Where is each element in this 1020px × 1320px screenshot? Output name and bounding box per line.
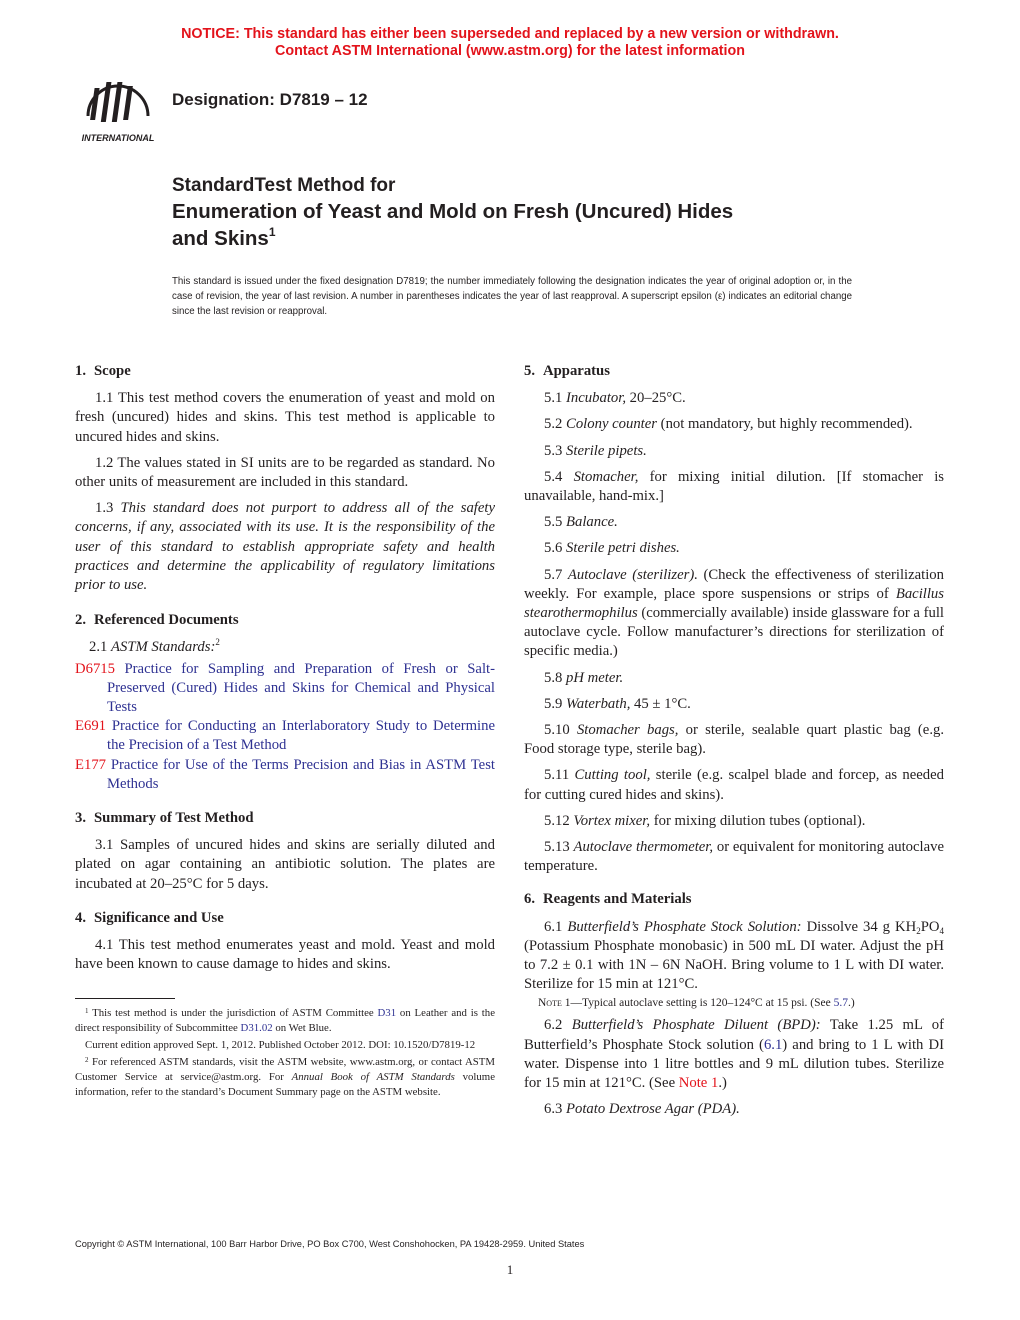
reference-e177[interactable]	[75, 756, 495, 794]
item-name: pH meter.	[566, 669, 624, 686]
paragraph-3-1: 3.1 Samples of uncured hides and skins are serially diluted and plated on agar containing an antibiotic solution. The plates are incubated at 20–25°C for 5 days.	[75, 837, 495, 892]
item-text: (Check the effectiveness of sterilization weekly. For example, place spore suspensions or strips of	[524, 566, 944, 602]
footnote-text: This test method is under the jurisdiction of ASTM Committee	[88, 1007, 378, 1019]
item-5-4	[524, 468, 944, 506]
footnote-mark: 1	[85, 1007, 89, 1015]
right-column	[524, 362, 944, 1127]
paragraph-text: Take 1.25 mL of Butterfield’s Phosphate Stock solution (	[524, 1017, 944, 1053]
section-title: Scope	[94, 363, 131, 379]
item-text: 20–25°C.	[626, 390, 686, 407]
notice-line-1: NOTICE: This standard has either been superseded and replaced by a new version or withdrawn.	[181, 26, 839, 42]
paragraph-number: 1.3	[95, 500, 121, 517]
organism-name: Bacillus stearothermophilus	[524, 585, 944, 622]
section-number: 2.	[75, 612, 87, 629]
item-5-9	[524, 695, 944, 714]
copyright: Copyright © ASTM International, 100 Barr Harbor Drive, PO Box C700, West Conshohocken, PA 19428-2959. United States	[75, 1239, 585, 1249]
section-heading-summary	[75, 809, 495, 828]
item-name: Autoclave (sterilizer).	[567, 566, 698, 583]
title-line-2: Enumeration of Yeast and Mold on Fresh (Uncured) Hides	[172, 200, 734, 223]
paragraph-number: 6.2	[544, 1017, 572, 1034]
section-heading-significance	[75, 909, 495, 928]
paragraph-1-3	[75, 499, 495, 595]
reference-title[interactable]: Practice for Sampling and Preparation of Fresh or Salt-Preserved (Cured) Hides and Skins for Chemical and Physical Tests	[107, 660, 495, 716]
section-number: 4.	[75, 909, 87, 926]
safety-statement: This standard does not purport to address all of the safety concerns, if any, associated with its use. It is the responsibility of the user of this standard to establish appropriate safety and health practices and determine the applicability of regulatory limitations prior to use.	[75, 500, 496, 594]
section-heading-scope	[75, 362, 495, 381]
item-name: Cutting tool,	[574, 767, 651, 784]
title-line-3	[172, 225, 872, 252]
subscript: 4	[939, 925, 944, 936]
title-footnote-mark: 1	[268, 225, 276, 239]
section-number: 5.	[524, 363, 536, 379]
paragraph-1-1: 1.1 This test method covers the enumeration of yeast and mold on fresh (uncured) hides and skins. This test method is applicable to uncured hides and skins.	[75, 390, 495, 445]
note-link[interactable]: 5.7	[833, 997, 848, 1010]
footnote-text: For referenced ASTM standards, visit the ASTM website, www.astm.org, or contact ASTM Customer Service at service@astm.org. For	[75, 1056, 495, 1083]
item-text: or sterile, sealable quart plastic bag (e.g. Food storage type, sterile bag).	[524, 722, 945, 758]
reference-title[interactable]: Practice for Use of the Terms Precision and Bias in ASTM Test Methods	[106, 756, 495, 792]
reagent-name: Butterfield’s Phosphate Diluent (BPD):	[571, 1017, 821, 1034]
paragraph-1-2: 1.2 The values stated in SI units are to be regarded as standard. No other units of measurement are included in this standard.	[75, 454, 495, 491]
footnote-text: volume information, refer to the standard’s Document Summary page on the ASTM website.	[75, 1071, 495, 1098]
item-number: 5.8	[544, 669, 567, 686]
item-5-13	[524, 838, 944, 876]
footnote-text: on Leather and is the direct responsibility of Subcommittee	[75, 1007, 495, 1034]
page-number: 1	[506, 1262, 514, 1277]
item-text: or equivalent for monitoring autoclave temperature.	[524, 839, 944, 875]
reference-code[interactable]: E177	[75, 756, 107, 773]
subcommittee-link[interactable]: D31.02	[240, 1022, 273, 1034]
preamble: This standard is issued under the fixed designation D7819; the number immediately following the designation indicates the year of original adoption or, in the case of revision, the year of last revision. A number in parentheses indicates the year of last reapproval. A superscript epsilon (ε) indicates an editorial change since the last revision or reapproval.	[172, 276, 852, 317]
item-text: sterile (e.g. scalpel blade and forcep, as needed for cutting cured hides and skins).	[524, 767, 944, 803]
note-text: .)	[848, 997, 855, 1010]
astm-standards-label: ASTM Standards:	[111, 639, 216, 656]
item-number: 5.6	[544, 540, 567, 557]
astm-logo	[74, 78, 162, 144]
paragraph-6-2	[524, 1016, 944, 1093]
footnotes	[75, 1006, 495, 1102]
item-number: 5.5	[544, 514, 567, 531]
section-number: 6.	[524, 891, 536, 908]
paragraph-number: 6.1	[544, 918, 568, 935]
reference-code[interactable]: E691	[75, 718, 107, 735]
section-title: Referenced Documents	[94, 612, 239, 629]
footnote-italic: Annual Book of ASTM Standards	[291, 1071, 455, 1083]
item-name: Balance.	[566, 514, 618, 531]
item-number: 5.1	[544, 390, 567, 407]
item-5-3	[524, 442, 944, 461]
section-link[interactable]: 6.1	[763, 1036, 783, 1053]
item-5-12	[524, 812, 944, 831]
item-name: Sterile petri dishes.	[566, 540, 680, 557]
footnote-1	[75, 1006, 495, 1036]
reference-d6715[interactable]	[75, 660, 495, 718]
item-5-11	[524, 766, 944, 804]
item-5-10	[524, 721, 944, 759]
section-title: Significance and Use	[94, 909, 224, 926]
item-number: 5.10	[544, 722, 577, 739]
item-5-2	[524, 415, 944, 434]
item-5-5	[524, 513, 944, 532]
item-5-1	[524, 389, 944, 408]
item-number: 5.9	[544, 695, 567, 712]
section-heading-referenced-documents	[75, 611, 495, 630]
item-name: Waterbath,	[566, 695, 631, 712]
title-line-1: StandardTest Method for	[172, 175, 396, 196]
paragraph-text: Dissolve 34 g KH	[801, 918, 917, 935]
note-link[interactable]: Note 1	[678, 1075, 719, 1092]
reagent-name: Potato Dextrose Agar (PDA).	[566, 1101, 740, 1118]
reference-e691[interactable]	[75, 717, 495, 755]
note-label: Note	[538, 997, 562, 1010]
item-5-6	[524, 539, 944, 558]
paragraph-number: 2.1	[89, 639, 112, 656]
section-title: Apparatus	[543, 363, 610, 379]
item-name: Sterile pipets.	[566, 442, 647, 459]
title-line-3-text: and Skins	[172, 227, 269, 250]
footnote-mark: 2	[215, 637, 220, 648]
committee-link[interactable]: D31	[377, 1007, 397, 1019]
withdrawn-notice	[0, 26, 1020, 59]
paragraph-4-1: 4.1 This test method enumerates yeast and mold. Yeast and mold have been known to cause damage to hides and skins.	[75, 937, 495, 973]
note-text: 1—Typical autoclave setting is 120–124°C at 15 psi. (See	[561, 997, 834, 1010]
paragraph-text: (Potassium Phosphate monobasic) in 500 mL DI water. Adjust the pH to 7.2 ± 0.1 with 1N – 6N NaOH. Bring volume to 1 L with DI water. Sterilize for 15 min at 121°C.	[524, 937, 944, 993]
item-name: Stomacher bags,	[576, 722, 679, 739]
paragraph-text: PO	[920, 918, 940, 935]
paragraph-2-1	[75, 638, 495, 657]
section-heading-reagents	[524, 890, 944, 909]
section-title: Reagents and Materials	[543, 891, 692, 908]
subscript: 2	[916, 925, 921, 936]
item-name: Colony counter	[566, 416, 657, 433]
item-text: (commercially available) inside glassware for a full autoclave cycle. Follow manufacturer’s directions for sterilization of specific media.)	[524, 605, 944, 660]
footnote-divider	[75, 998, 175, 999]
section-number: 3.	[75, 810, 87, 827]
item-5-8	[524, 669, 944, 688]
item-text: (not mandatory, but highly recommended).	[657, 416, 913, 433]
item-name: Vortex mixer,	[573, 812, 651, 829]
reference-title[interactable]: Practice for Conducting an Interlaboratory Study to Determine the Precision of a Test Method	[106, 718, 495, 754]
item-number: 5.11	[544, 767, 575, 784]
section-number: 1.	[75, 363, 87, 379]
reference-code[interactable]: D6715	[75, 660, 115, 677]
section-heading-apparatus	[524, 362, 944, 381]
paragraph-number: 6.3	[544, 1101, 567, 1118]
paragraph-6-1	[524, 918, 944, 995]
logo-wordmark: INTERNATIONAL	[81, 133, 155, 143]
item-name: Incubator,	[566, 390, 626, 407]
item-text: for mixing initial dilution. [If stomacher is unavailable, hand-mix.]	[524, 468, 944, 505]
item-number: 5.3	[544, 442, 567, 459]
item-text: for mixing dilution tubes (optional).	[650, 812, 866, 829]
designation: Designation: D7819 – 12	[172, 90, 368, 109]
paragraph-text: ) and bring to 1 L with DI water. Dispense into 1 litre bottles and 9 mL dilution tubes. Sterilize for 15 min at 121°C. (See	[524, 1036, 944, 1092]
item-number: 5.12	[544, 812, 574, 829]
notice-line-2: Contact ASTM International (www.astm.org) for the latest information	[275, 42, 745, 59]
item-text: 45 ± 1°C.	[630, 695, 691, 712]
document-title	[172, 174, 872, 252]
item-number: 5.13	[544, 839, 574, 856]
note-1	[524, 996, 944, 1010]
item-name: Autoclave thermometer,	[573, 839, 714, 856]
footnote-1-edition: Current edition approved Sept. 1, 2012. Published October 2012. DOI: 10.1520/D7819-12	[85, 1039, 476, 1051]
section-title: Summary of Test Method	[94, 810, 254, 827]
item-number: 5.7	[544, 566, 568, 583]
item-number: 5.2	[544, 416, 567, 433]
item-5-7	[524, 566, 944, 662]
footnote-2	[75, 1055, 495, 1100]
paragraph-text: .)	[718, 1075, 727, 1092]
footnote-text: on Wet Blue.	[272, 1022, 332, 1034]
paragraph-6-3	[524, 1100, 944, 1119]
item-name: Stomacher,	[573, 468, 639, 485]
footnote-mark: 2	[85, 1056, 89, 1064]
item-number: 5.4	[544, 468, 574, 485]
left-column	[75, 362, 495, 981]
reagent-name: Butterfield’s Phosphate Stock Solution:	[567, 918, 802, 935]
